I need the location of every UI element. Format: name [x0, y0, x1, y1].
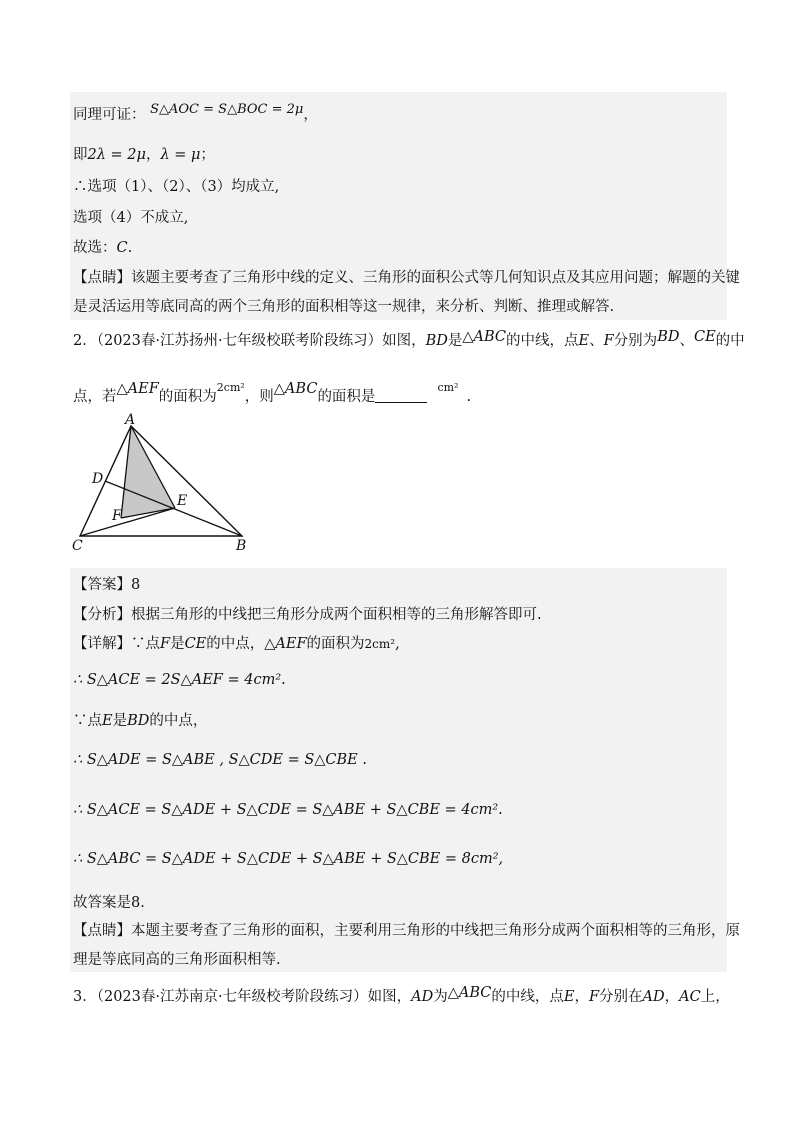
label-f: F — [112, 508, 122, 524]
label-b: B — [236, 538, 247, 554]
line-comment-2: 是灵活运用等底同高的两个三角形的面积相等这一规律，来分析、判断、推理或解答. — [73, 299, 615, 315]
line-option4: 选项（4）不成立, — [73, 210, 189, 226]
question-3-line-1: 3．（2023春·江苏南京·七年级校考阶段练习）如图，AD为△ABC的中线，点E，F分别在AD，AC上， — [73, 985, 730, 1005]
question-2-line-1: 2．（2023春·江苏扬州·七年级校联考阶段练习）如图，BD是△ABC的中线，点E、F分别为BD、CE的中 — [73, 329, 745, 349]
line-comment-1: 【点睛】该题主要考查了三角形中线的定义、三角形的面积公式等几何知识点及其应用问题；解题的关键 — [73, 270, 740, 286]
line-options-hold: ∴选项（1）、（2）、（3）均成立, — [73, 179, 280, 195]
analysis-line: 【分析】根据三角形的中线把三角形分成两个面积相等的三角形解答即可. — [73, 607, 542, 623]
detail-line-1: 【详解】∵点F是CE的中点，△AEF的面积为2cm², — [73, 636, 400, 652]
line-proof-similar: 同理可证： S△AOC = S△BOC = 2μ， — [73, 102, 318, 123]
label-a: A — [125, 412, 136, 428]
detail-line-2: ∴ S△ACE = 2S△AEF = 4cm². — [73, 672, 286, 688]
comment-line-1: 【点睛】本题主要考查了三角形的面积，主要利用三角形的中线把三角形分成两个面积相等的三角形，原 — [73, 923, 740, 939]
answer-line: 【答案】8 — [73, 577, 141, 593]
detail-line-5: ∴ S△ACE = S△ADE + S△CDE = S△ABE + S△CBE = 4cm². — [73, 802, 503, 818]
detail-line-6: ∴ S△ABC = S△ADE + S△CDE + S△ABE + S△CBE = 8cm², — [73, 851, 504, 867]
triangle-figure — [70, 412, 270, 554]
question-2-line-2: 点，若△AEF的面积为$^{2cm^2}$，则△ABC的面积是$^{cm^2}$. — [73, 381, 472, 405]
answer-blank[interactable] — [375, 388, 427, 403]
detail-line-4: ∴ S△ADE = S△ABE , S△CDE = S△CBE . — [73, 752, 367, 768]
label-e: E — [177, 493, 188, 509]
conclusion-line: 故答案是8. — [73, 895, 145, 911]
comment-line-2: 理是等底同高的三角形面积相等. — [73, 952, 281, 968]
label-c: C — [72, 538, 83, 554]
detail-line-3: ∵点E是BD的中点， — [73, 713, 208, 729]
solution-block-2 — [70, 568, 727, 972]
label-d: D — [92, 471, 104, 487]
line-choose: 故选：C. — [73, 240, 133, 256]
line-lambda-mu: 即2λ = 2μ，λ = μ； — [73, 147, 215, 163]
